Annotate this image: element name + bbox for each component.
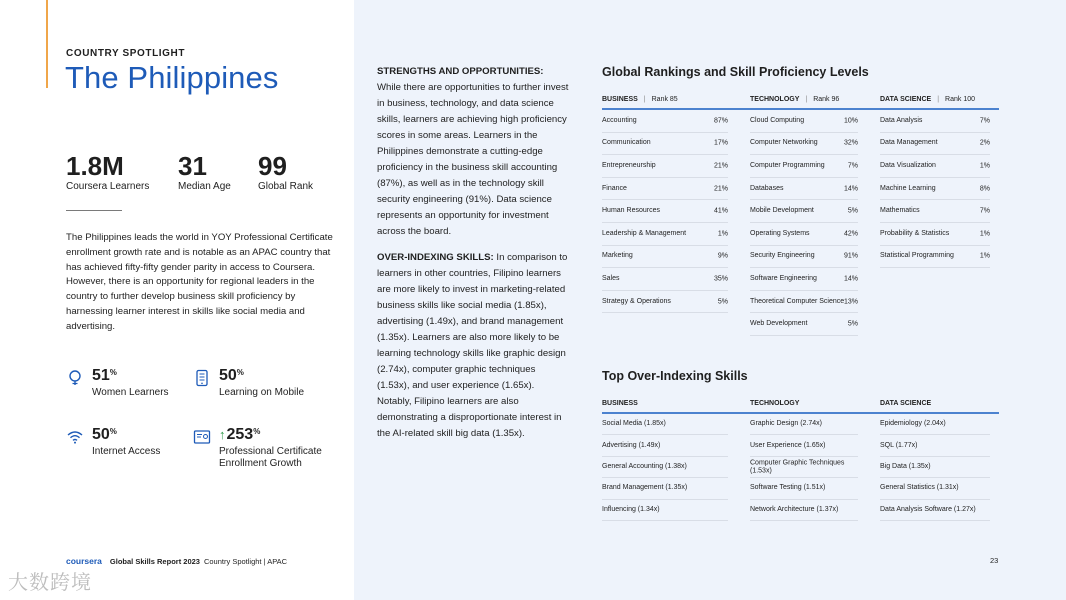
skill-percent: 5% [847,320,858,328]
skill-name: Statistical Programming [880,252,954,260]
overindexing-body: In comparison to learners in other countries, Filipino learners are more likely to invest in marketing-related business skills like social media (1.85x), advertising (1.49x), and brand management (1.35x). Learners are also more likely to be learning technology skills like graphic design (2.74x), computer graphic techniques (1.53x), and user experience (1.65x). Notably, Filipino learners are also demonstrating a disproportionate interest in the AI-related skill big data (1.35x). [377,252,568,439]
metric-label: Women Learners [92,387,169,398]
eyebrow: COUNTRY SPOTLIGHT [66,48,186,59]
stat-global-rank [258,152,313,192]
skill-percent: 7% [979,117,990,125]
stat-learners [66,152,149,192]
skill-name: Human Resources [602,207,660,215]
skill-row [602,268,728,291]
overindex-row [880,457,990,478]
skill-name: Finance [602,184,627,192]
footer-section: Country Spotlight | APAC [203,557,288,566]
divider [66,210,122,211]
report-title: Global Skills Report 2023 [109,557,200,566]
strengths-paragraph [377,64,569,240]
overindex-row [880,478,990,499]
business-header: BUSINESS [602,400,638,407]
skill-row [750,133,858,156]
business-skills-column [602,414,728,521]
skill-name: Mathematics [880,207,920,215]
skill-name: Mobile Development [750,207,814,215]
overindex-row [602,500,728,521]
stat-value: 31 [178,151,207,181]
skill-row [880,178,990,201]
certificate-icon [193,428,211,446]
metric-value: 50% [92,426,117,443]
data-science-header: DATA SCIENCE | Rank 100 [880,96,976,103]
overindex-skill: Advertising (1.49x) [602,441,661,449]
skill-name: Probability & Statistics [880,229,950,237]
overindex-skill: Network Architecture (1.37x) [750,505,839,513]
overindex-skill: Brand Management (1.35x) [602,484,688,492]
skill-name: Data Visualization [880,162,936,170]
overindex-row [602,435,728,456]
lightbulb-icon [66,369,84,387]
top-skills-table [602,400,999,522]
overindex-skill: General Accounting (1.38x) [602,463,687,471]
overindex-skill: Big Data (1.35x) [880,463,931,471]
skill-row [602,223,728,246]
skill-percent: 9% [717,252,728,260]
overindex-row [750,500,858,521]
skill-row [880,133,990,156]
overindex-skill: Social Media (1.85x) [602,420,666,428]
accent-line [46,0,48,88]
overindex-skill: General Statistics (1.31x) [880,484,959,492]
stat-label: Coursera Learners [66,181,150,192]
skill-name: Theoretical Computer Science [750,297,845,305]
overindexing-paragraph [377,250,569,442]
skill-percent: 42% [843,230,858,238]
skill-row [602,200,728,223]
page-title: The Philippines [65,60,279,95]
metric-label: Professional Certificate Enrollment Growth [219,446,322,469]
skill-percent: 21% [713,162,728,170]
wifi-icon [66,428,84,446]
overindex-skill: Graphic Design (2.74x) [750,420,822,428]
skill-row [880,246,990,269]
skill-name: Leadership & Management [602,229,687,237]
data-science-header: DATA SCIENCE [880,400,932,407]
skill-row [602,155,728,178]
metric-women-learners [66,367,186,407]
skill-name: Computer Programming [750,162,825,170]
skill-percent: 14% [843,275,858,283]
business-header: BUSINESS | Rank 85 [602,96,678,103]
up-arrow-icon: ↑ [219,427,226,442]
skill-percent: 2% [979,139,990,147]
skill-name: Accounting [602,117,637,124]
skill-row [602,133,728,156]
skill-row [602,291,728,314]
overindex-skill: SQL (1.77x) [880,441,918,449]
strengths-heading: STRENGTHS AND OPPORTUNITIES: [377,66,544,77]
stat-label: Global Rank [258,181,314,192]
skill-name: Software Engineering [750,275,817,283]
overindex-row [880,435,990,456]
skill-name: Security Engineering [750,252,815,260]
skill-percent: 87% [713,117,728,125]
metric-certificate-growth [193,426,343,470]
overindex-row [750,414,858,435]
mobile-phone-icon [193,369,211,387]
skill-row [880,110,990,133]
overindex-skill: User Experience (1.65x) [750,441,826,449]
skill-row [750,110,858,133]
skill-percent: 7% [847,162,858,170]
overindex-skill: Computer Graphic Techniques (1.53x) [750,459,845,474]
metric-value: ↑253% [219,426,261,443]
metric-value: 50% [219,367,244,384]
skill-name: Databases [750,184,784,192]
stat-label: Median Age [178,181,231,192]
skill-name: Web Development [750,320,808,328]
technology-header: TECHNOLOGY | Rank 96 [750,96,840,103]
skill-name: Communication [602,139,651,147]
skill-row [750,200,858,223]
rankings-title: Global Rankings and Skill Proficiency Levels [602,65,869,79]
overindex-skill: Influencing (1.34x) [602,505,660,513]
skill-row [750,223,858,246]
skill-percent: 17% [713,139,728,147]
skill-percent: 1% [717,230,728,238]
stat-value: 1.8M [66,151,124,181]
overindex-row [880,500,990,521]
overindex-skill: Data Analysis Software (1.27x) [880,505,976,513]
skill-percent: 5% [847,207,858,215]
metric-label: Learning on Mobile [219,387,305,398]
skill-row [750,155,858,178]
left-panel [0,0,354,600]
skill-percent: 1% [979,230,990,238]
metric-value: 51% [92,367,117,384]
skill-percent: 5% [717,298,728,306]
technology-skills-column [750,414,858,521]
skill-percent: 1% [979,252,990,260]
skill-row [750,268,858,291]
skill-percent: 14% [843,185,858,193]
footer [66,556,287,566]
skill-name: Data Management [880,139,938,147]
skill-percent: 32% [843,139,858,147]
overindex-row [750,457,858,478]
coursera-logo: coursera [66,556,102,566]
skill-row [750,291,858,314]
data-science-skills-column [880,414,990,521]
skill-row [602,178,728,201]
skill-percent: 41% [713,207,728,215]
skill-row [750,246,858,269]
watermark: 大数跨境 [8,572,92,594]
overindex-row [880,414,990,435]
overindex-row [602,457,728,478]
overindex-row [602,478,728,499]
strengths-body: While there are opportunities to further invest in business, technology, and data science skills, learners are achieving high proficiency scores in some areas. Learners in the Philippines demonstrate a cutting-edge proficiency in the business skill accounting (87%), as well as in the technology skill security engineering (91%). Data science represents an opportunity for investment across the board. [377,82,569,237]
overindex-skill: Software Testing (1.51x) [750,484,826,492]
metric-internet-access [66,426,186,466]
skill-row [602,110,728,133]
skill-name: Sales [602,275,620,283]
skill-row [880,200,990,223]
skill-percent: 10% [843,117,858,125]
skill-name: Machine Learning [880,184,936,192]
skill-percent: 35% [713,275,728,283]
overindexing-heading: OVER-INDEXING SKILLS: [377,252,494,263]
rankings-table [602,96,999,341]
top-skills-title: Top Over-Indexing Skills [602,369,748,383]
skill-row [750,313,858,336]
skill-percent: 1% [979,162,990,170]
skill-name: Data Analysis [880,117,923,124]
narrative-column [377,64,569,452]
skill-row [750,178,858,201]
overindex-row [602,414,728,435]
skill-name: Cloud Computing [750,117,805,124]
overindex-row [750,435,858,456]
skill-percent: 91% [843,252,858,260]
page-number: 23 [990,556,999,565]
metric-label: Internet Access [92,446,161,457]
data-science-column [880,110,990,268]
overindex-skill: Epidemiology (2.04x) [880,420,946,428]
skill-percent: 7% [979,207,990,215]
skill-row [880,155,990,178]
skill-name: Strategy & Operations [602,297,671,305]
technology-header: TECHNOLOGY [750,400,800,407]
skill-row [880,223,990,246]
business-column [602,110,728,313]
skill-name: Operating Systems [750,229,810,237]
skill-name: Computer Networking [750,139,818,147]
metric-mobile-learning [193,367,333,407]
skill-percent: 13% [843,298,858,306]
intro-paragraph: The Philippines leads the world in YOY Professional Certificate enrollment growth rate and is notable as an APAC country that has achieved fifty-fifty gender parity in access to Coursera. However, there is an opportunity for regional leaders in the country to further develop business skill proficiency by harnessing learner interest in skills like social media and advertising. [66,232,333,332]
skill-percent: 8% [979,185,990,193]
stat-value: 99 [258,151,287,181]
skill-percent: 21% [713,185,728,193]
stat-median-age [178,152,231,192]
overindex-row [750,478,858,499]
technology-column [750,110,858,336]
skill-name: Entrepreneurship [602,162,656,170]
skill-name: Marketing [602,252,633,260]
skill-row [602,246,728,269]
